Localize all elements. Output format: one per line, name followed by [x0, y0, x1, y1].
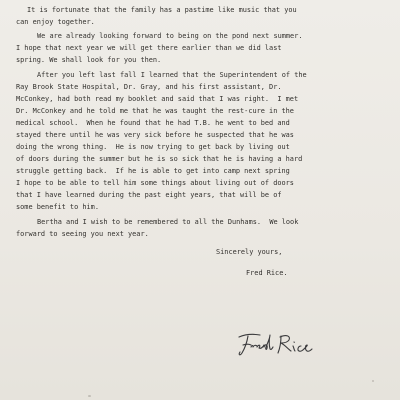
letter-line: can enjoy together. [16, 18, 95, 26]
letter-line: Ray Brook State Hospital, Dr. Gray, and his first assistant, Dr. [16, 83, 282, 91]
signature [236, 330, 314, 360]
typed-name: Fred Rice. [246, 269, 288, 277]
letter-line: that I have learned during the past eight years, that will be of [16, 191, 282, 199]
letter-line: I hope that next year we will get there earlier than we did last [16, 44, 282, 52]
letter-line: McConkey, had both read my booklet and said that I was right. I met [16, 95, 299, 103]
letter-line: some benefit to him. [16, 203, 99, 211]
letter-line: Dr. McConkey and he told me that he was taught the rest-cure in the [16, 107, 294, 115]
letter-line: medical school. When he found that he had T.B. he went to bed and [16, 119, 290, 127]
letter-line: spring. We shall look for you then. [16, 56, 162, 64]
closing: Sincerely yours, [216, 248, 283, 256]
letter-line: Bertha and I wish to be remembered to all the Dunhams. We look [37, 218, 299, 226]
paper-speck [372, 380, 374, 382]
letter-line: We are already looking forward to being on the pond next summer. [37, 32, 303, 40]
letter-line: After you left last fall I learned that the Superintendent of the [37, 71, 307, 79]
letter-line: forward to seeing you next year. [16, 230, 149, 238]
letter-line: doing the wrong thing. He is now trying to get back by living out [16, 143, 290, 151]
paper-speck [88, 395, 91, 397]
letter-line: It is fortunate that the family has a pastime like music that you [27, 6, 297, 14]
letter-line: struggle getting back. If he is able to get into camp next spring [16, 167, 290, 175]
letter-line: of doors during the summer but he is so sick that he is having a hard [16, 155, 303, 163]
letter-line: I hope to be able to tell him some things about living out of doors [16, 179, 294, 187]
letter-line: stayed there until he was very sick before he suspected that he was [16, 131, 294, 139]
